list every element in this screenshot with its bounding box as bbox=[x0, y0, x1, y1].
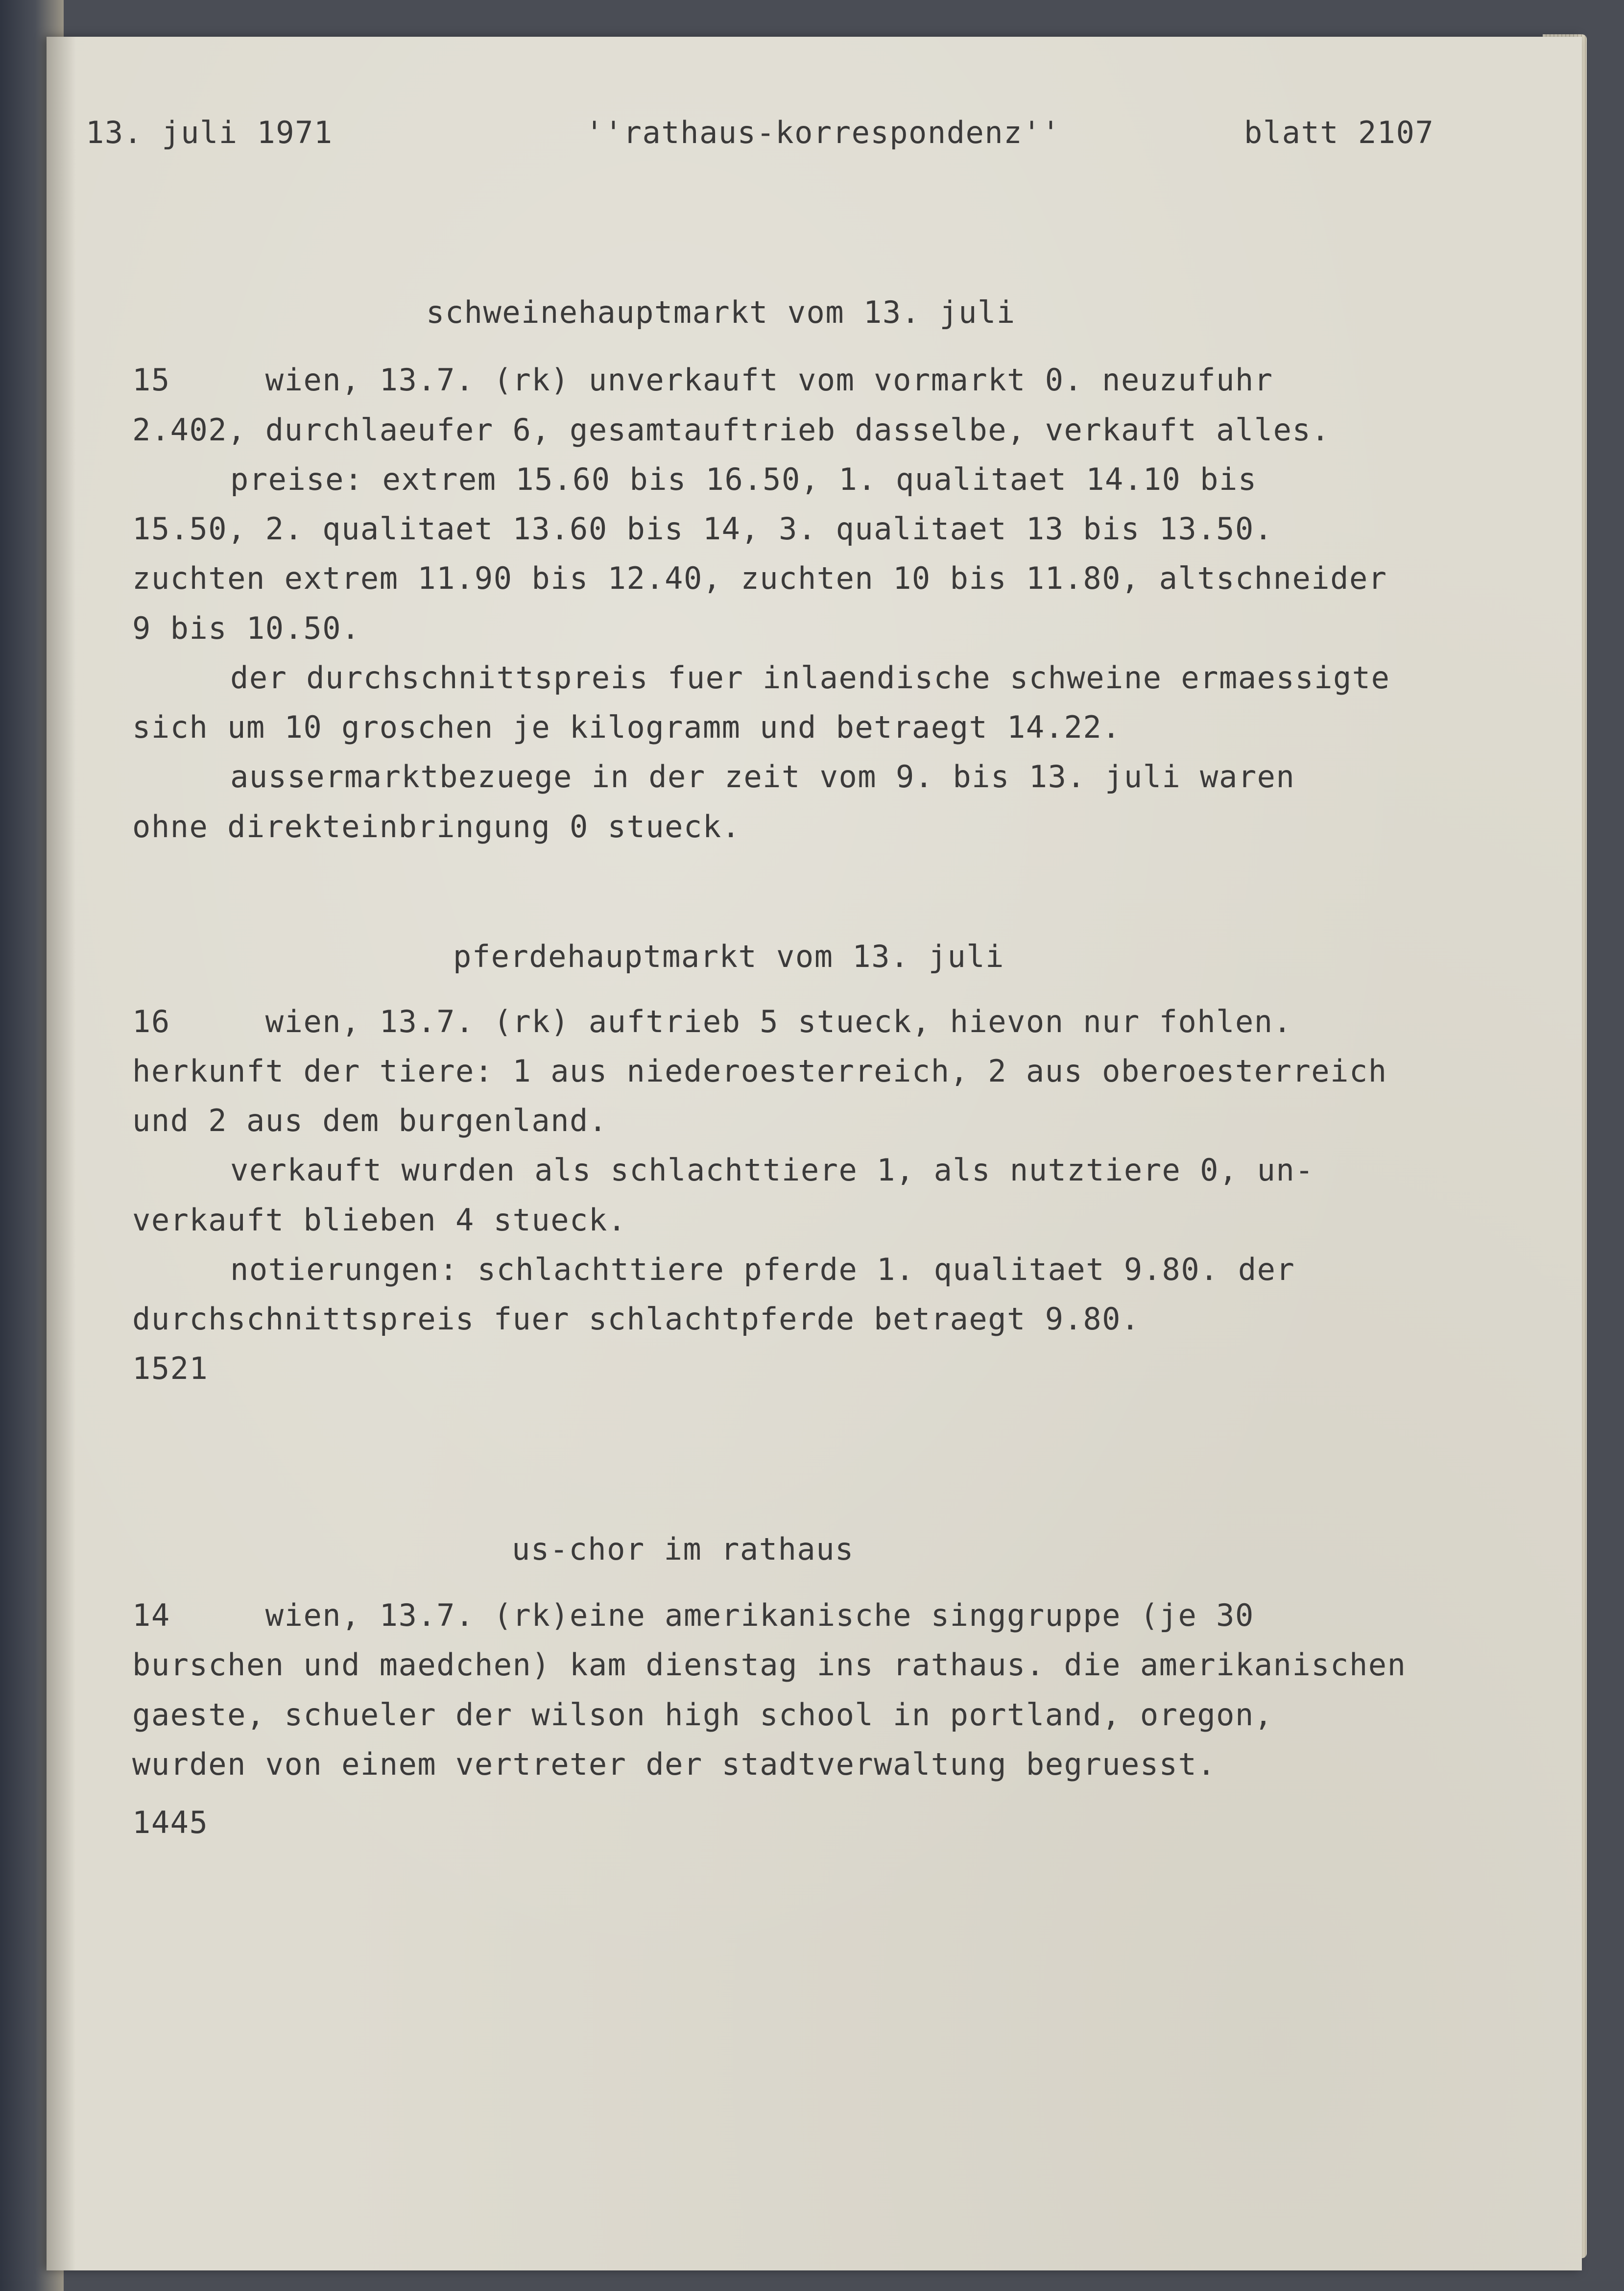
section-title-us-chor: us-chor im rathaus bbox=[512, 1531, 854, 1567]
text-line: 16 wien, 13.7. (rk) auftrieb 5 stueck, hievon nur fohlen. bbox=[132, 1004, 1292, 1039]
text-line: burschen und maedchen) kam dienstag ins rathaus. die amerikanischen bbox=[132, 1647, 1407, 1683]
text-line: verkauft blieben 4 stueck. bbox=[132, 1202, 627, 1238]
text-line: 15.50, 2. qualitaet 13.60 bis 14, 3. qualitaet 13 bis 13.50. bbox=[132, 511, 1273, 547]
text-line: der durchschnittspreis fuer inlaendische schweine ermaessigte bbox=[230, 660, 1390, 696]
text-line: durchschnittspreis fuer schlachtpferde betraegt 9.80. bbox=[132, 1301, 1140, 1337]
text-line: und 2 aus dem burgenland. bbox=[132, 1103, 608, 1138]
text-line: herkunft der tiere: 1 aus niederoesterreich, 2 aus oberoesterreich bbox=[132, 1053, 1387, 1089]
text-line: preise: extrem 15.60 bis 16.50, 1. qualitaet 14.10 bis bbox=[230, 461, 1257, 497]
text-line: sich um 10 groschen je kilogramm und betraegt 14.22. bbox=[132, 709, 1122, 745]
text-line: aussermarktbezuege in der zeit vom 9. bis 13. juli waren bbox=[230, 759, 1295, 795]
text-line: 2.402, durchlaeufer 6, gesamtauftrieb dasselbe, verkauft alles. bbox=[132, 412, 1331, 448]
page-gutter-shadow bbox=[47, 37, 76, 2270]
text-line: ohne direkteinbringung 0 stueck. bbox=[132, 809, 741, 844]
text-line: notierungen: schlachttiere pferde 1. qualitaet 9.80. der bbox=[230, 1252, 1295, 1287]
section-title-pferdehauptmarkt: pferdehauptmarkt vom 13. juli bbox=[453, 939, 1004, 974]
header-sheet: blatt 2107 bbox=[1244, 115, 1434, 150]
text-line: wurden von einem vertreter der stadtverwaltung begruesst. bbox=[132, 1746, 1217, 1782]
header-date: 13. juli 1971 bbox=[86, 115, 333, 150]
section-title-schweinehauptmarkt: schweinehauptmarkt vom 13. juli bbox=[426, 294, 1016, 330]
text-line: verkauft wurden als schlachttiere 1, als nutztiere 0, un- bbox=[230, 1152, 1314, 1188]
text-line: 9 bis 10.50. bbox=[132, 610, 360, 646]
text-line: zuchten extrem 11.90 bis 12.40, zuchten 10 bis 11.80, altschneider bbox=[132, 560, 1387, 596]
text-line: gaeste, schueler der wilson high school in portland, oregon, bbox=[132, 1697, 1273, 1733]
text-line: 15 wien, 13.7. (rk) unverkauft vom vormarkt 0. neuzufuhr bbox=[132, 362, 1273, 398]
text-line: 14 wien, 13.7. (rk)eine amerikanische singgruppe (je 30 bbox=[132, 1597, 1254, 1633]
reference-number: 1445 bbox=[132, 1805, 209, 1840]
header-publication: ''rathaus-korrespondenz'' bbox=[585, 115, 1061, 150]
reference-number: 1521 bbox=[132, 1350, 209, 1386]
